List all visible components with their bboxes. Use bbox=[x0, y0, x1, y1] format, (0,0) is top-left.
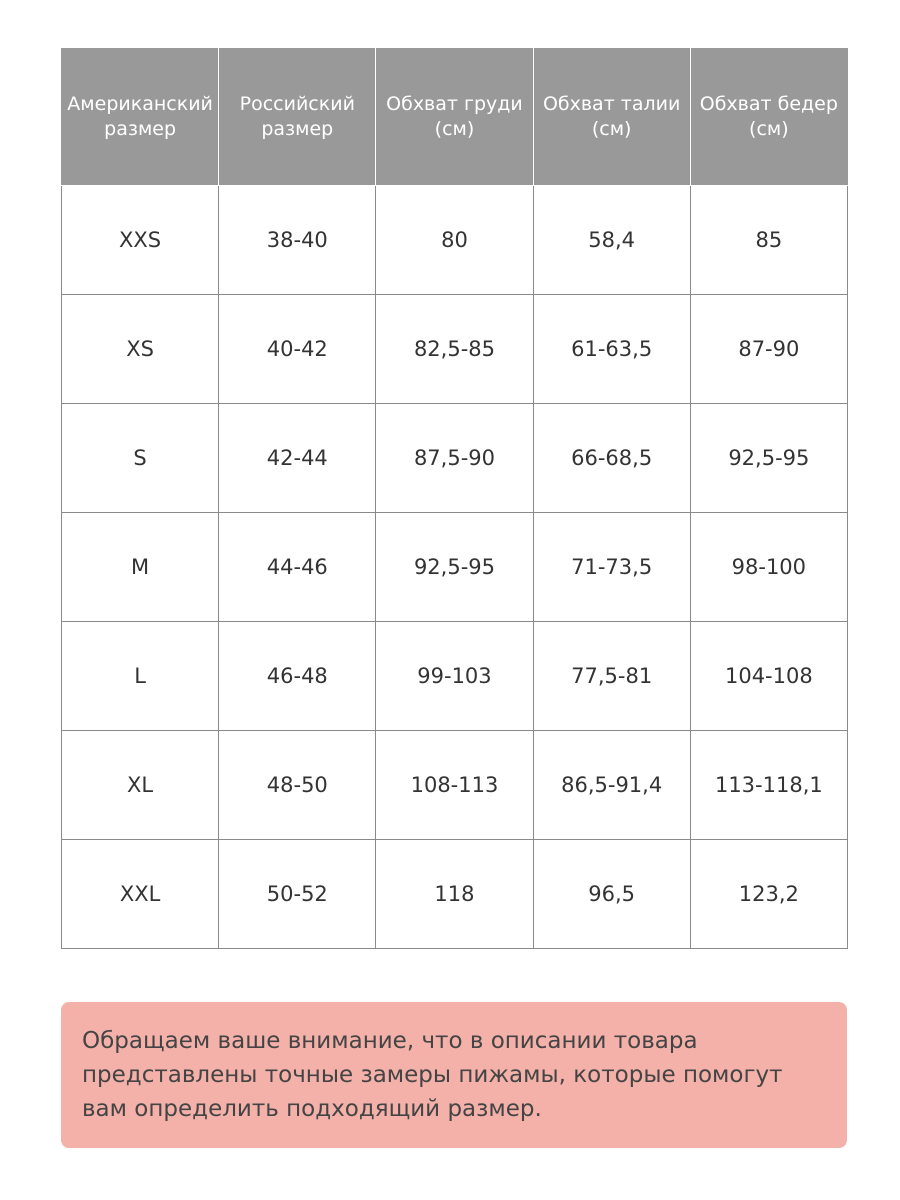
cell-us-size: XXS bbox=[62, 186, 219, 295]
table-row bbox=[62, 186, 848, 295]
cell-waist: 71-73,5 bbox=[533, 513, 690, 622]
header-chest: Обхват груди (см) bbox=[376, 49, 533, 186]
table-row bbox=[62, 513, 848, 622]
cell-hips: 85 bbox=[690, 186, 847, 295]
cell-hips: 113-118,1 bbox=[690, 731, 847, 840]
table-row bbox=[62, 295, 848, 404]
cell-hips: 98-100 bbox=[690, 513, 847, 622]
table-row bbox=[62, 731, 848, 840]
cell-waist: 96,5 bbox=[533, 840, 690, 949]
header-hips: Обхват бедер (см) bbox=[690, 49, 847, 186]
cell-ru-size: 46-48 bbox=[219, 622, 376, 731]
cell-us-size: M bbox=[62, 513, 219, 622]
cell-us-size: XL bbox=[62, 731, 219, 840]
cell-chest: 108-113 bbox=[376, 731, 533, 840]
measurement-notice bbox=[61, 1002, 847, 1148]
header-us-size: Американский размер bbox=[62, 49, 219, 186]
cell-hips: 123,2 bbox=[690, 840, 847, 949]
cell-waist: 77,5-81 bbox=[533, 622, 690, 731]
cell-ru-size: 50-52 bbox=[219, 840, 376, 949]
cell-waist: 58,4 bbox=[533, 186, 690, 295]
cell-chest: 99-103 bbox=[376, 622, 533, 731]
cell-chest: 118 bbox=[376, 840, 533, 949]
cell-chest: 92,5-95 bbox=[376, 513, 533, 622]
cell-ru-size: 40-42 bbox=[219, 295, 376, 404]
cell-chest: 87,5-90 bbox=[376, 404, 533, 513]
cell-ru-size: 38-40 bbox=[219, 186, 376, 295]
table-row bbox=[62, 404, 848, 513]
header-waist: Обхват талии (см) bbox=[533, 49, 690, 186]
cell-hips: 87-90 bbox=[690, 295, 847, 404]
size-chart-body bbox=[62, 186, 848, 949]
cell-chest: 80 bbox=[376, 186, 533, 295]
cell-us-size: L bbox=[62, 622, 219, 731]
cell-us-size: S bbox=[62, 404, 219, 513]
size-chart-header bbox=[62, 49, 848, 186]
header-row bbox=[62, 49, 848, 186]
cell-waist: 66-68,5 bbox=[533, 404, 690, 513]
cell-ru-size: 48-50 bbox=[219, 731, 376, 840]
notice-text: Обращаем ваше внимание, что в описании товара представлены точные замеры пижамы, которые помогут вам определить подходящий размер. bbox=[82, 1028, 783, 1122]
cell-us-size: XS bbox=[62, 295, 219, 404]
cell-waist: 86,5-91,4 bbox=[533, 731, 690, 840]
header-ru-size: Российский размер bbox=[219, 49, 376, 186]
cell-us-size: XXL bbox=[62, 840, 219, 949]
size-chart-table bbox=[61, 48, 848, 949]
cell-ru-size: 44-46 bbox=[219, 513, 376, 622]
cell-waist: 61-63,5 bbox=[533, 295, 690, 404]
cell-chest: 82,5-85 bbox=[376, 295, 533, 404]
cell-hips: 92,5-95 bbox=[690, 404, 847, 513]
cell-hips: 104-108 bbox=[690, 622, 847, 731]
table-row bbox=[62, 840, 848, 949]
table-row bbox=[62, 622, 848, 731]
cell-ru-size: 42-44 bbox=[219, 404, 376, 513]
